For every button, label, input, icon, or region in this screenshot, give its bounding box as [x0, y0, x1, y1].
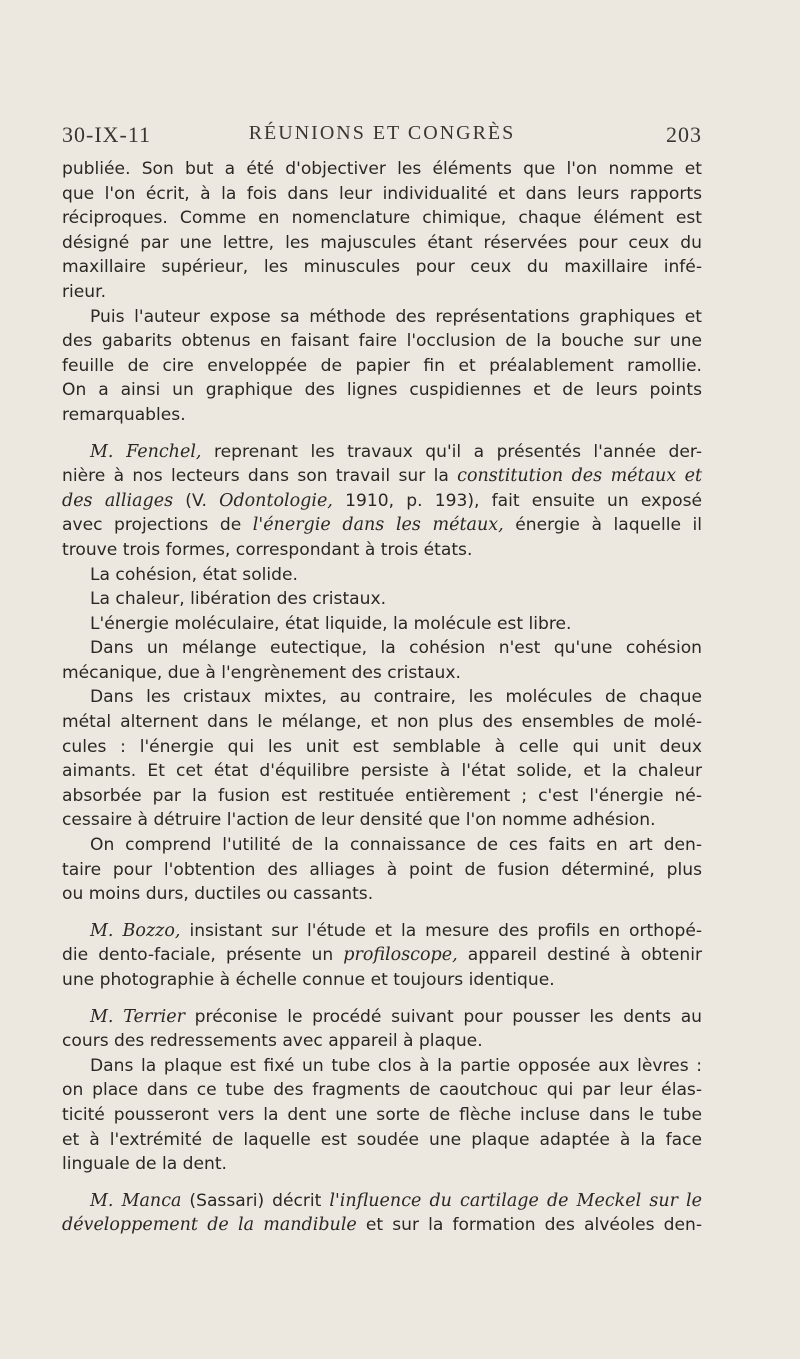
text-line: ou moins durs, ductiles ou cassants. — [62, 884, 374, 905]
speaker-name: M. Fenchel, — [90, 441, 202, 462]
text-line: rieur. — [62, 281, 107, 302]
text-line: des gabarits obtenus en faisant faire l'occlusion de la bouche sur une — [62, 331, 702, 352]
text-line: mécanique, due à l'engrènement des cristaux. — [62, 662, 461, 683]
text-line: et à l'extrémité de laquelle est soudée une plaque adaptée à la face — [62, 1129, 702, 1150]
running-header — [62, 122, 702, 152]
paragraph — [62, 587, 702, 612]
paragraph — [62, 157, 702, 305]
text-line: die dento-faciale, présente un profiloscope, appareil destiné à obtenir — [62, 945, 702, 966]
text-line: feuille de cire enveloppée de papier fin et préalablement ramollie. — [62, 355, 702, 376]
work-title: constitution des métaux et — [457, 466, 702, 487]
paragraph — [62, 612, 702, 637]
text-line: L'énergie moléculaire, état liquide, la molécule est libre. — [90, 613, 572, 634]
header-date: 30-IX-11 — [62, 122, 152, 147]
paragraph — [62, 1005, 702, 1054]
text-line: aimants. Et cet état d'équilibre persiste à l'état solide, et la chaleur — [62, 761, 702, 782]
journal-title: Odontologie, — [219, 490, 333, 511]
text-line: on place dans ce tube des fragments de caoutchouc qui par leur élas- — [62, 1080, 702, 1101]
paragraph — [62, 685, 702, 833]
text-line: métal alternent dans le mélange, et non plus des ensembles de molé- — [62, 712, 702, 733]
text-line: Dans la plaque est fixé un tube clos à la partie opposée aux lèvres : — [90, 1055, 702, 1076]
paragraph — [62, 305, 702, 428]
text-line: On a ainsi un graphique des lignes cuspidiennes et de leurs points — [62, 380, 702, 401]
body-text — [62, 157, 702, 1238]
text-line: remarquables. — [62, 404, 186, 425]
text-line: réciproques. Comme en nomenclature chimique, chaque élément est — [62, 208, 702, 229]
text-line: Dans les cristaux mixtes, au contraire, les molécules de chaque — [90, 687, 702, 708]
text-line: maxillaire supérieur, les minuscules pour ceux du maxillaire infé- — [62, 257, 702, 278]
text-line: M. Fenchel, reprenant les travaux qu'il a présentés l'année der- — [90, 441, 702, 462]
text-line: une photographie à échelle connue et toujours identique. — [62, 970, 555, 990]
paragraph — [62, 833, 702, 907]
text-line: M. Bozzo, insistant sur l'étude et la mesure des profils en orthopé- — [90, 920, 702, 941]
text-line: cours des redressements avec appareil à plaque. — [62, 1031, 483, 1052]
text-line: que l'on écrit, à la fois dans leur individualité et dans leurs rapports — [62, 183, 702, 204]
text-line: taire pour l'obtention des alliages à point de fusion déterminé, plus — [62, 859, 702, 880]
text-line: des alliages (V. Odontologie, 1910, p. 193), fait ensuite un exposé — [62, 490, 702, 511]
header-title: RÉUNIONS ET CONGRÈS — [248, 122, 516, 144]
text-line: La cohésion, état solide. — [90, 564, 298, 585]
text-line: On comprend l'utilité de la connaissance de ces faits en art den- — [90, 835, 702, 856]
paragraph-gap — [62, 907, 702, 919]
text-line: ticité pousseront vers la dent une sorte de flèche incluse dans le tube — [62, 1104, 702, 1125]
paragraph-gap — [62, 993, 702, 1005]
topic-title: l'énergie dans les métaux, — [252, 515, 504, 536]
text-line: désigné par une lettre, les majuscules étant réservées pour ceux du — [62, 232, 702, 253]
text-line: absorbée par la fusion est restituée entièrement ; c'est l'énergie né- — [62, 785, 702, 806]
topic-title: développement de la mandibule — [62, 1215, 357, 1236]
paragraph — [62, 636, 702, 685]
text-line: cules : l'énergie qui les unit est semblable à celle qui unit deux — [62, 736, 702, 757]
text-line: La chaleur, libération des cristaux. — [90, 589, 387, 610]
text-line: Dans un mélange eutectique, la cohésion n'est qu'une cohésion — [90, 638, 702, 659]
paragraph — [62, 563, 702, 588]
paragraph — [62, 919, 702, 993]
text-line: Puis l'auteur expose sa méthode des représentations graphiques et — [90, 306, 702, 327]
paragraph-gap — [62, 1177, 702, 1189]
text-line: nière à nos lecteurs dans son travail sur la constitution des métaux et — [62, 466, 702, 487]
topic-title: l'influence du cartilage de Meckel sur le — [329, 1190, 703, 1211]
text-line: cessaire à détruire l'action de leur densité que l'on nomme adhésion. — [62, 810, 656, 831]
text-line: développement de la mandibule et sur la formation des alvéoles den- — [62, 1215, 702, 1236]
device-name: profiloscope, — [343, 945, 458, 966]
speaker-name: M. Terrier — [90, 1006, 186, 1027]
page-number: 203 — [666, 122, 702, 147]
speaker-name: M. Manca — [90, 1190, 182, 1211]
text-line: publiée. Son but a été d'objectiver les éléments que l'on nomme et — [62, 159, 702, 179]
text-line: trouve trois formes, correspondant à trois états. — [62, 539, 473, 560]
paragraph — [62, 1054, 702, 1177]
text-line: avec projections de l'énergie dans les métaux, énergie à laquelle il — [62, 515, 703, 536]
text-line: linguale de la dent. — [62, 1154, 227, 1175]
paragraph — [62, 1189, 702, 1238]
text-line: M. Terrier préconise le procédé suivant pour pousser les dents au — [90, 1006, 703, 1027]
speaker-name: M. Bozzo, — [90, 920, 181, 941]
paragraph — [62, 440, 702, 563]
text-line: M. Manca (Sassari) décrit l'influence du cartilage de Meckel sur le — [90, 1190, 703, 1211]
work-title: des alliages — [62, 490, 174, 511]
paragraph-gap — [62, 428, 702, 440]
